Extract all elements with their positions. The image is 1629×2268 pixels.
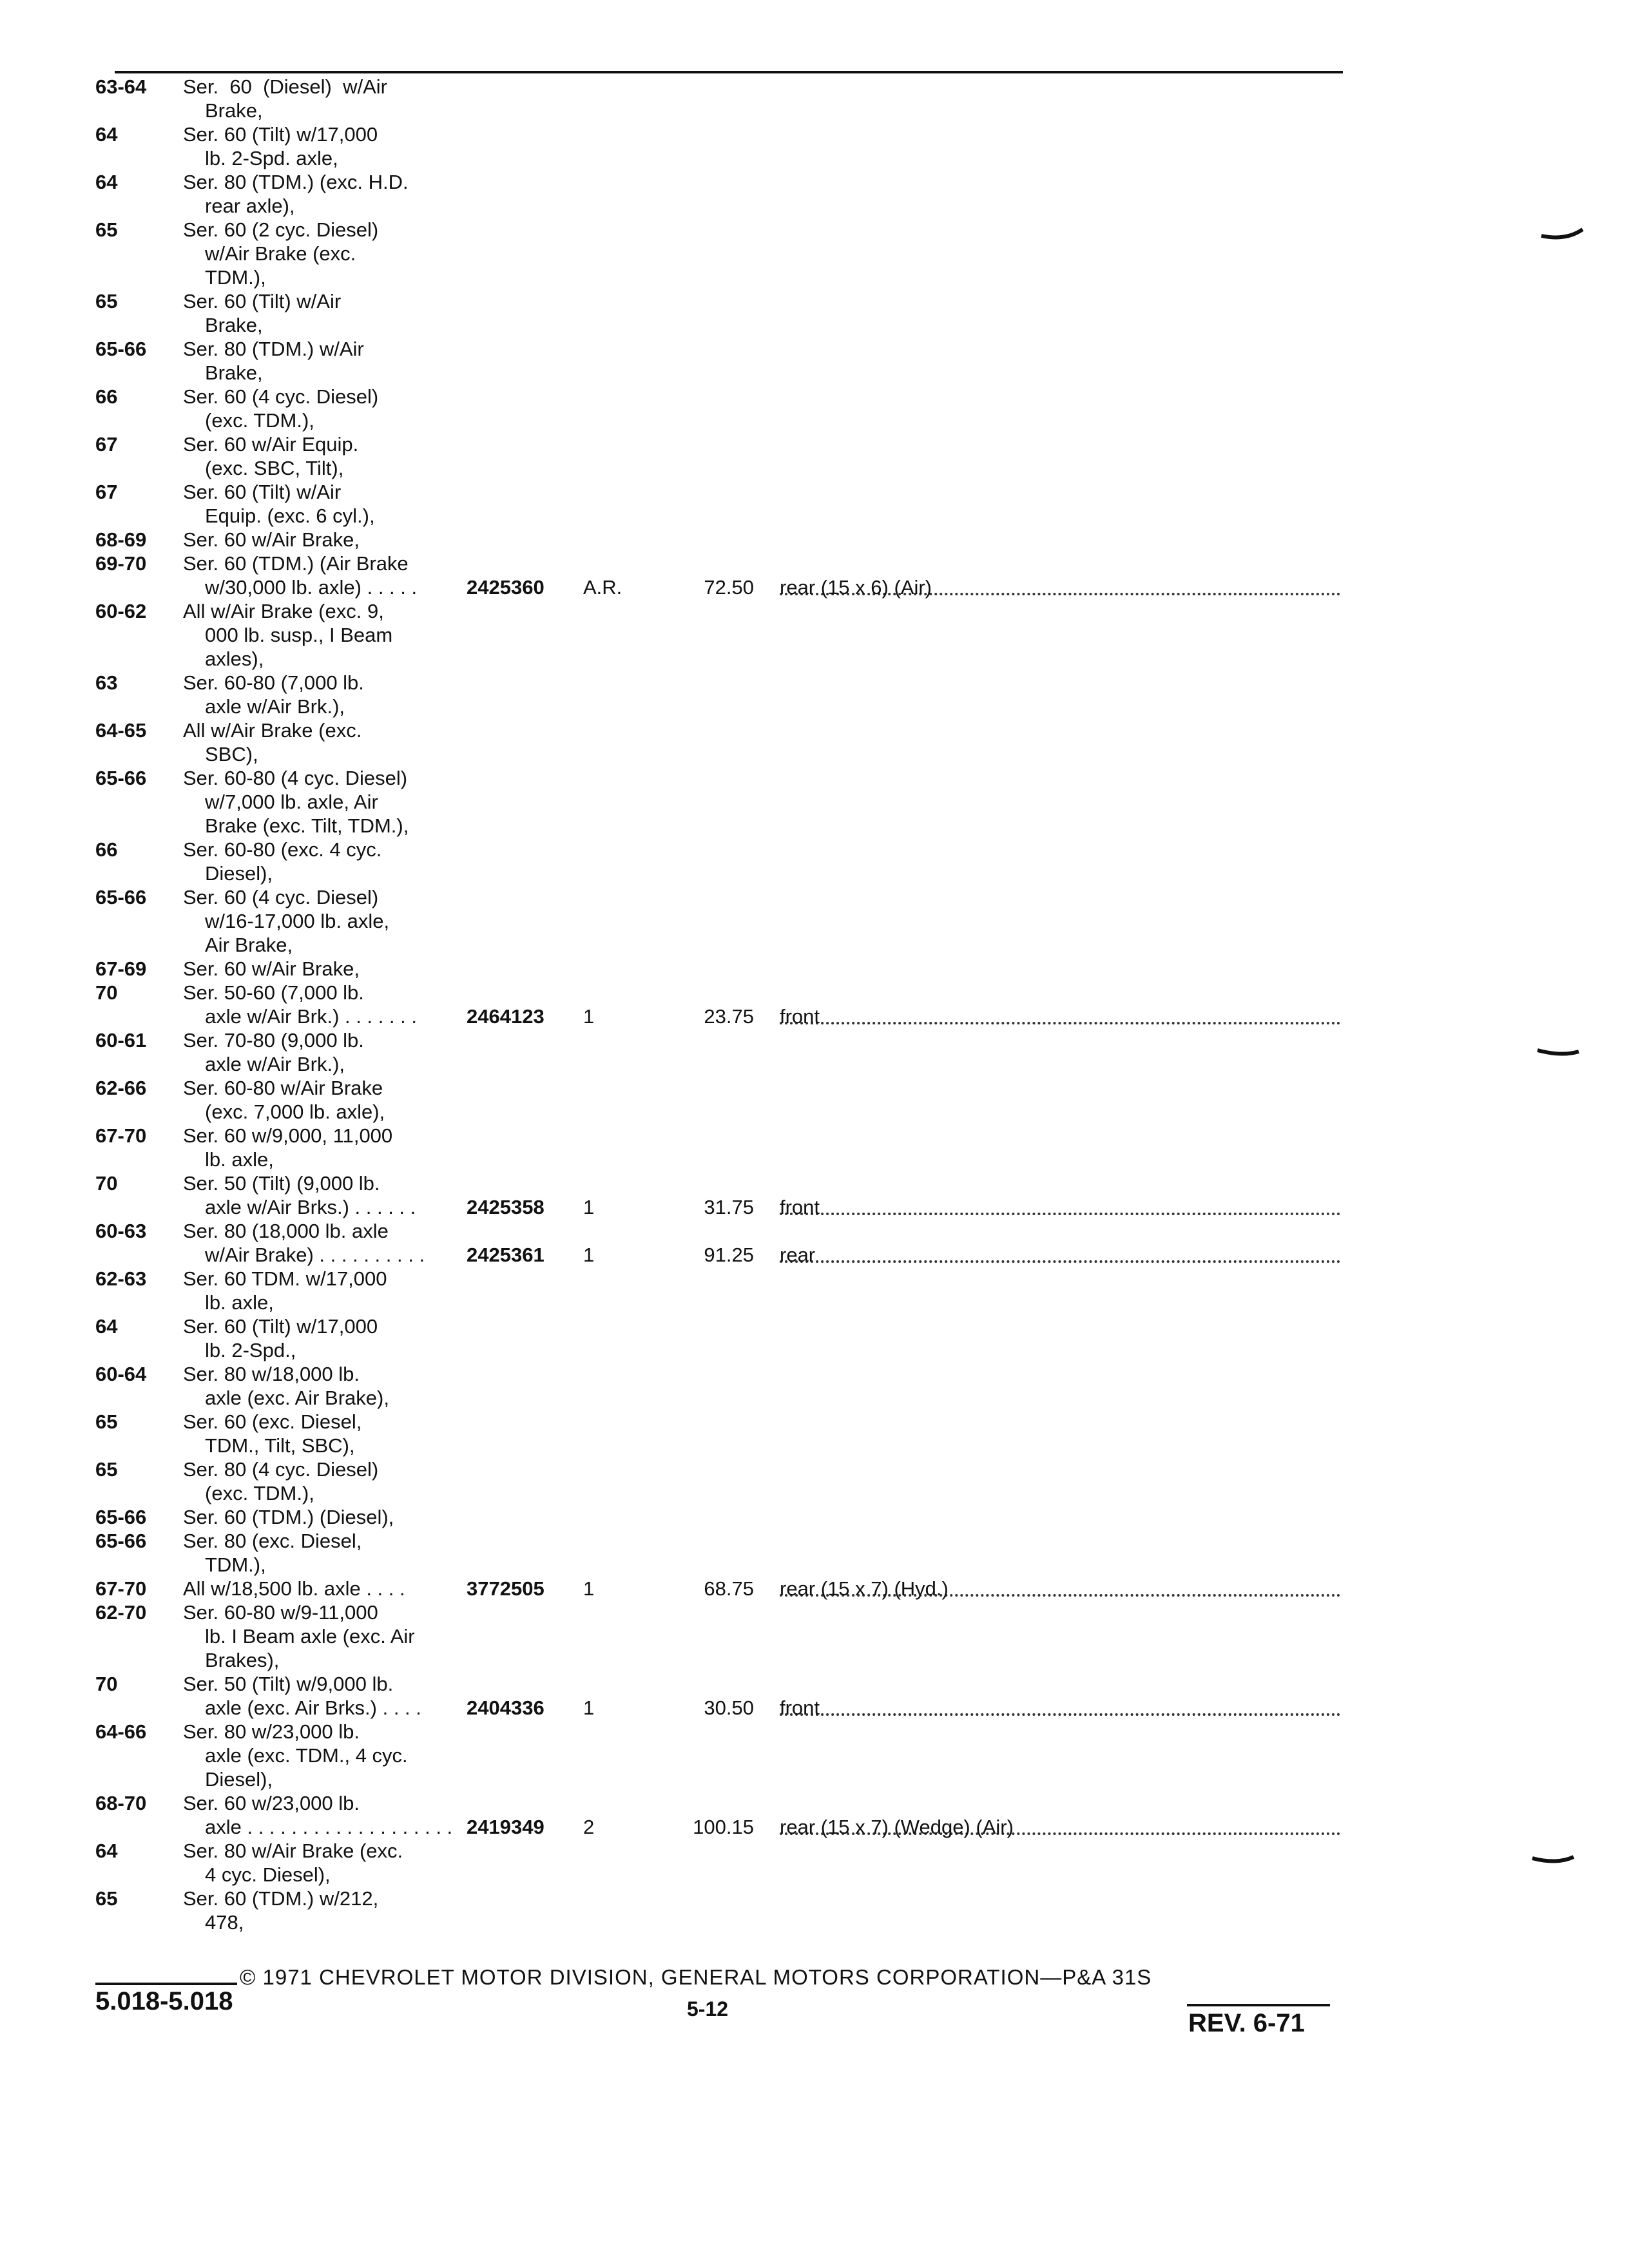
description-line: w/7,000 lb. axle, Air <box>205 791 378 813</box>
description-line: w/30,000 lb. axle) . . . . . <box>205 576 418 599</box>
application-description <box>183 75 467 122</box>
description-line: Ser. 80 (exc. Diesel, <box>183 1530 362 1552</box>
application-description <box>183 337 467 385</box>
application-description <box>183 1267 467 1314</box>
part-number: 2425361 <box>467 1244 545 1266</box>
description-line: All w/Air Brake (exc. 9, <box>183 600 384 622</box>
application-description <box>183 289 467 337</box>
model-year: 65-66 <box>95 1530 147 1552</box>
model-year: 68-69 <box>95 528 147 551</box>
model-year: 65-66 <box>95 1506 147 1528</box>
description-line: Ser. 80 (TDM.) (exc. H.D. <box>183 171 409 193</box>
model-year: 64-65 <box>95 719 147 742</box>
application-description <box>183 170 467 218</box>
application-description <box>183 957 467 981</box>
description-line: Ser. 50 (Tilt) w/9,000 lb. <box>183 1673 394 1695</box>
description-line: axle w/Air Brks.) . . . . . . <box>205 1196 416 1218</box>
description-line: Air Brake, <box>205 934 293 956</box>
description-line: (exc. TDM.), <box>205 1482 314 1504</box>
model-year: 67-69 <box>95 957 147 980</box>
description-line: Ser. 60 (Tilt) w/Air <box>183 481 342 503</box>
model-year: 69-70 <box>95 552 147 575</box>
application-description <box>183 1887 467 1934</box>
model-year: 70 <box>95 1172 118 1195</box>
application-description <box>183 1171 467 1219</box>
application-description <box>183 1410 467 1457</box>
description-line: axle w/Air Brk.) . . . . . . . <box>205 1005 417 1028</box>
description-line: Ser. 60-80 w/Air Brake <box>183 1077 383 1099</box>
application-description <box>183 838 467 885</box>
footer-rule-left <box>95 1983 237 1985</box>
description-line: Ser. 60 TDM. w/17,000 <box>183 1267 387 1290</box>
quantity: 2 <box>583 1816 595 1838</box>
description-line: (exc. TDM.), <box>205 409 314 432</box>
description-line: Ser. 60 (TDM.) (Air Brake <box>183 552 409 575</box>
footer-rule-right <box>1187 2004 1330 2006</box>
application-description <box>183 1529 467 1577</box>
description-line: Ser. 60 (TDM.) (Diesel), <box>183 1506 394 1528</box>
model-year: 62-63 <box>95 1267 147 1290</box>
model-year: 65 <box>95 1410 118 1433</box>
description-line: axle . . . . . . . . . . . . . . . . . . . <box>205 1816 453 1838</box>
application-description <box>183 1600 467 1672</box>
list-price: 68.75 <box>704 1577 754 1600</box>
description-line: TDM.), <box>205 266 266 289</box>
model-year: 64 <box>95 1315 118 1338</box>
application-description <box>183 1720 467 1791</box>
quantity: A.R. <box>583 576 622 599</box>
description-line: Ser. 60 (TDM.) w/212, <box>183 1887 379 1910</box>
model-year: 66 <box>95 838 118 861</box>
description-line: Ser. 80 w/18,000 lb. <box>183 1363 360 1385</box>
model-year: 65 <box>95 290 118 312</box>
quantity: 1 <box>583 1696 595 1719</box>
model-year: 64 <box>95 171 118 193</box>
application-description <box>183 1362 467 1410</box>
description-line: Brake (exc. Tilt, TDM.), <box>205 814 409 837</box>
quantity: 1 <box>583 1577 595 1600</box>
description-line: Ser. 60 (Tilt) w/17,000 <box>183 1315 378 1338</box>
model-year: 64-66 <box>95 1720 147 1743</box>
description-line: Ser. 60 w/Air Brake, <box>183 957 360 980</box>
application-description <box>183 218 467 289</box>
remark-text: rear <box>780 1244 816 1266</box>
dot-leader <box>780 1213 1340 1215</box>
list-price: 30.50 <box>704 1696 754 1719</box>
part-number: 2425360 <box>467 576 545 599</box>
description-line: Ser. 80 w/23,000 lb. <box>183 1720 360 1743</box>
model-year: 65 <box>95 218 118 241</box>
description-line: Brake, <box>205 314 263 336</box>
application-description <box>183 1791 467 1839</box>
model-year: 65-66 <box>95 886 147 908</box>
remark-cell <box>780 1243 1347 1267</box>
description-line: All w/Air Brake (exc. <box>183 719 362 742</box>
margin-tick-mark <box>1540 227 1585 244</box>
footer-section-code: 5.018-5.018 <box>95 1987 233 2015</box>
description-line: w/16-17,000 lb. axle, <box>205 910 390 932</box>
model-year: 68-70 <box>95 1792 147 1814</box>
remark-text: rear (15 x 7) (Wedge) (Air) <box>780 1816 1014 1838</box>
description-line: Ser. 80 (TDM.) w/Air <box>183 338 364 360</box>
dot-leader <box>780 1713 1340 1716</box>
description-line: Ser. 60 w/Air Brake, <box>183 528 360 551</box>
part-number: 2464123 <box>467 1005 545 1028</box>
model-year: 65-66 <box>95 338 147 360</box>
description-line: Ser. 60 (Tilt) w/Air <box>183 290 342 312</box>
description-line: Ser. 50-60 (7,000 lb. <box>183 981 364 1004</box>
application-description <box>183 671 467 718</box>
description-line: lb. axle, <box>205 1291 274 1314</box>
description-line: Ser. 60-80 w/9-11,000 <box>183 1601 378 1624</box>
application-description <box>183 480 467 528</box>
description-line: Ser. 60 (2 cyc. Diesel) <box>183 218 379 241</box>
dot-leader <box>780 1022 1340 1024</box>
remark-cell <box>780 1195 1347 1219</box>
footer-copyright: © 1971 CHEVROLET MOTOR DIVISION, GENERAL MOTORS CORPORATION—P&A 31S <box>240 1965 1152 1989</box>
dot-leader <box>780 1260 1340 1263</box>
description-line: Brake, <box>205 99 263 122</box>
description-line: 478, <box>205 1911 244 1934</box>
model-year: 62-70 <box>95 1601 147 1624</box>
description-line: axle w/Air Brk.), <box>205 695 345 718</box>
description-line: 4 cyc. Diesel), <box>205 1863 331 1886</box>
description-line: Ser. 60 w/23,000 lb. <box>183 1792 360 1814</box>
description-line: Ser. 80 (18,000 lb. axle <box>183 1220 389 1242</box>
remark-cell <box>780 575 1347 599</box>
model-year: 64 <box>95 123 118 146</box>
model-year: 65 <box>95 1887 118 1910</box>
model-year: 64 <box>95 1840 118 1862</box>
list-price: 100.15 <box>693 1816 754 1838</box>
description-line: 000 lb. susp., I Beam <box>205 624 393 646</box>
description-line: Ser. 70-80 (9,000 lb. <box>183 1029 364 1052</box>
description-line: TDM., Tilt, SBC), <box>205 1434 355 1457</box>
part-number: 2425358 <box>467 1196 545 1218</box>
model-year: 65-66 <box>95 767 147 789</box>
application-description <box>183 1457 467 1505</box>
application-description <box>183 1028 467 1076</box>
application-description <box>183 718 467 766</box>
margin-tick-mark <box>1536 1045 1581 1062</box>
model-year: 65 <box>95 1458 118 1481</box>
application-description <box>183 552 467 599</box>
description-line: lb. 2-Spd. axle, <box>205 147 338 169</box>
description-line: Brakes), <box>205 1649 280 1671</box>
model-year: 63-64 <box>95 75 147 98</box>
description-line: All w/18,500 lb. axle . . . . <box>183 1577 405 1600</box>
description-line: Ser. 60 w/Air Equip. <box>183 433 359 456</box>
remark-cell <box>780 1577 1347 1600</box>
description-line: w/Air Brake) . . . . . . . . . . <box>205 1244 425 1266</box>
application-description <box>183 432 467 480</box>
remark-cell <box>780 1004 1347 1028</box>
description-line: Ser. 60-80 (7,000 lb. <box>183 671 364 694</box>
description-line: (exc. SBC, Tilt), <box>205 457 344 479</box>
application-description <box>183 1577 467 1600</box>
margin-tick-mark <box>1531 1853 1576 1870</box>
application-description <box>183 1124 467 1171</box>
model-year: 60-62 <box>95 600 147 622</box>
description-line: w/Air Brake (exc. <box>205 242 356 265</box>
remark-text: front <box>780 1196 820 1218</box>
description-line: SBC), <box>205 743 258 765</box>
description-line: Ser. 60-80 (4 cyc. Diesel) <box>183 767 408 789</box>
list-price: 31.75 <box>704 1196 754 1218</box>
application-description <box>183 1839 467 1887</box>
description-line: Ser. 60 w/9,000, 11,000 <box>183 1124 393 1147</box>
model-year: 67 <box>95 433 118 456</box>
model-year: 67 <box>95 481 118 503</box>
part-number: 2404336 <box>467 1696 545 1719</box>
description-line: Ser. 60 (exc. Diesel, <box>183 1410 362 1433</box>
quantity: 1 <box>583 1196 595 1218</box>
application-description <box>183 528 467 552</box>
quantity: 1 <box>583 1005 595 1028</box>
remark-cell <box>780 1696 1347 1720</box>
description-line: Equip. (exc. 6 cyl.), <box>205 505 375 527</box>
application-description <box>183 1672 467 1720</box>
part-number: 3772505 <box>467 1577 545 1600</box>
remark-text: rear (15 x 7) (Hyd.) <box>780 1577 949 1600</box>
description-line: Brake, <box>205 361 263 384</box>
description-line: Ser. 60 (4 cyc. Diesel) <box>183 385 379 408</box>
description-line: Ser. 60 (Diesel) w/Air <box>183 75 387 98</box>
remark-text: front <box>780 1005 820 1028</box>
description-line: Ser. 60 (Tilt) w/17,000 <box>183 123 378 146</box>
model-year: 66 <box>95 385 118 408</box>
description-line: Ser. 80 w/Air Brake (exc. <box>183 1840 403 1862</box>
description-line: rear axle), <box>205 195 295 217</box>
list-price: 72.50 <box>704 576 754 599</box>
list-price: 91.25 <box>704 1244 754 1266</box>
quantity: 1 <box>583 1244 595 1266</box>
application-description <box>183 385 467 432</box>
description-line: Ser. 60-80 (exc. 4 cyc. <box>183 838 382 861</box>
model-year: 70 <box>95 981 118 1004</box>
description-line: axle (exc. Air Brks.) . . . . <box>205 1696 421 1719</box>
description-line: Ser. 80 (4 cyc. Diesel) <box>183 1458 379 1481</box>
description-line: Diesel), <box>205 862 273 885</box>
model-year: 60-63 <box>95 1220 147 1242</box>
description-line: lb. I Beam axle (exc. Air <box>205 1625 415 1648</box>
application-description <box>183 1505 467 1529</box>
footer-page-number: 5-12 <box>687 1997 729 2021</box>
remark-text: rear (15 x 6) (Air) <box>780 576 932 599</box>
footer-revision: REV. 6-71 <box>1188 2009 1305 2037</box>
application-description <box>183 599 467 671</box>
part-number: 2419349 <box>467 1816 545 1838</box>
model-year: 67-70 <box>95 1577 147 1600</box>
model-year: 62-66 <box>95 1077 147 1099</box>
application-description <box>183 885 467 957</box>
remark-cell <box>780 1815 1347 1839</box>
model-year: 60-64 <box>95 1363 147 1385</box>
description-line: Ser. 50 (Tilt) (9,000 lb. <box>183 1172 380 1195</box>
remark-text: front <box>780 1696 820 1719</box>
model-year: 63 <box>95 671 118 694</box>
description-line: axle (exc. Air Brake), <box>205 1387 389 1409</box>
top-rule <box>115 71 1343 73</box>
description-line: axles), <box>205 648 264 670</box>
description-line: axle w/Air Brk.), <box>205 1053 345 1075</box>
description-line: (exc. 7,000 lb. axle), <box>205 1100 385 1123</box>
list-price: 23.75 <box>704 1005 754 1028</box>
application-description <box>183 1076 467 1124</box>
application-description <box>183 766 467 838</box>
description-line: lb. axle, <box>205 1148 274 1171</box>
description-line: lb. 2-Spd., <box>205 1339 296 1361</box>
application-description <box>183 1219 467 1267</box>
description-line: TDM.), <box>205 1553 266 1576</box>
description-line: Ser. 60 (4 cyc. Diesel) <box>183 886 379 908</box>
description-line: Diesel), <box>205 1768 273 1791</box>
application-description <box>183 981 467 1028</box>
model-year: 67-70 <box>95 1124 147 1147</box>
model-year: 70 <box>95 1673 118 1695</box>
application-description <box>183 1314 467 1362</box>
application-description <box>183 122 467 170</box>
model-year: 60-61 <box>95 1029 147 1052</box>
description-line: axle (exc. TDM., 4 cyc. <box>205 1744 408 1767</box>
